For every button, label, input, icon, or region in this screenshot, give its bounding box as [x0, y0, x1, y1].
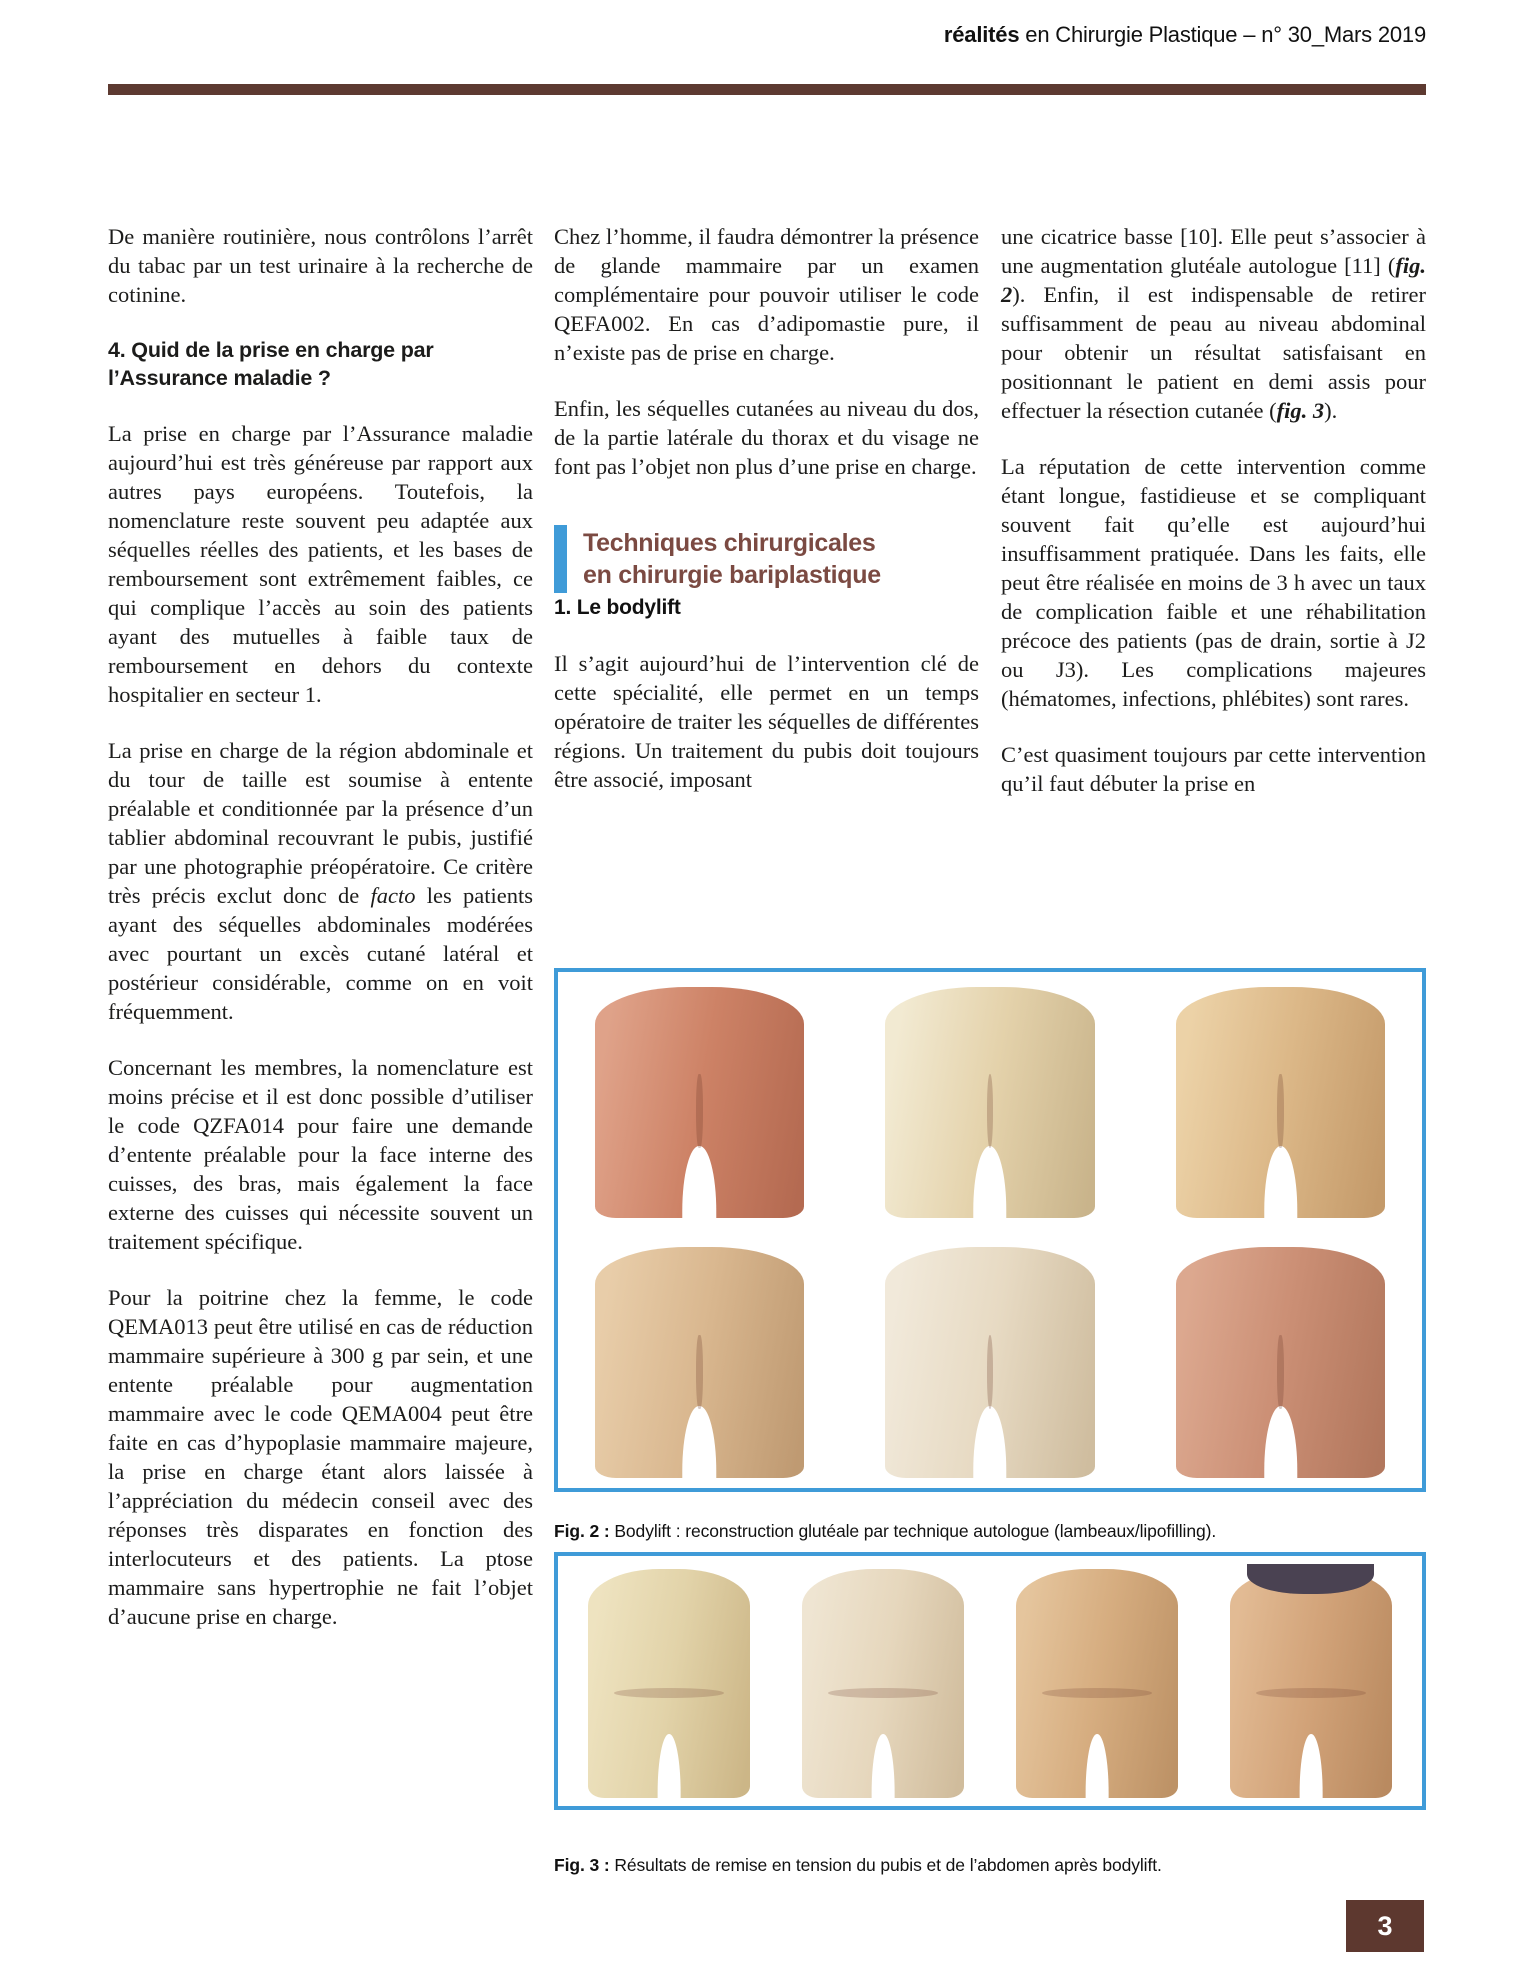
- paragraph-part: les patients ayant des séquelles abdominales modérées avec pourtant un excès cutané latéral et postérieur considérable, comme on en voit fréquemment.: [108, 883, 533, 1024]
- figure-photo: [572, 1242, 827, 1478]
- subsection-heading-prise-en-charge: 4. Quid de la prise en charge par l’Assurance maladie ?: [108, 338, 434, 390]
- body-rear-view: [885, 987, 1094, 1218]
- paragraph: De manière routinière, nous contrôlons l’arrêt du tabac par un test urinaire à la recherche de cotinine.: [108, 224, 533, 307]
- figure-photo: [863, 1242, 1118, 1478]
- paragraph-part: ).: [1324, 398, 1338, 423]
- paragraph: [1001, 222, 1426, 425]
- paragraph: C’est quasiment toujours par cette intervention qu’il faut débuter la prise en: [1001, 742, 1426, 796]
- paragraph-part: La prise en charge de la région abdominale et du tour de taille est soumise à entente préalable et conditionnée par la présence d’un tablier abdominal recouvrant le pubis, justifié par une photographie préopératoire. Ce critère très précis exclut donc de: [108, 738, 533, 908]
- paragraph-part: une cicatrice basse [10]. Elle peut s’associer à une augmentation glutéale autologue [11] (: [1001, 224, 1426, 278]
- figure-photo: [570, 1564, 768, 1798]
- body-rear-view: [595, 987, 804, 1218]
- paragraph: Enfin, les séquelles cutanées au niveau du dos, de la partie latérale du thorax et du visage ne font pas l’objet non plus d’une prise en charge.: [554, 396, 979, 479]
- header-rule: [108, 84, 1426, 95]
- column-middle: [554, 222, 979, 821]
- subsection-heading-bodylift: 1. Le bodylift: [554, 596, 681, 619]
- journal-brand: réalités: [943, 22, 1020, 47]
- figure-2-caption-label: Fig. 2 :: [554, 1520, 610, 1541]
- figure-2-row-1: [572, 982, 1408, 1218]
- figure-photo: [1153, 1242, 1408, 1478]
- paragraph: La prise en charge par l’Assurance maladie aujourd’hui est très généreuse par rapport aux autres pays européens. Toutefois, la nomenclature reste souvent peu adaptée aux séquelles réelles des patients, et les bases de remboursement sont extrêmement faibles, ce qui complique l’accès au soin des patients ayant des mutuelles à faible taux de remboursement en dehors du contexte hospitalier en secteur 1.: [108, 421, 533, 707]
- figure-2-caption: [554, 1520, 1426, 1542]
- figure-reference: fig. 3: [1276, 398, 1325, 423]
- paragraph-part: ). Enfin, il est indispensable de retirer suffisamment de peau au niveau abdominal pour obtenir un résultat satisfaisant en positionnant le patient en demi assis pour effectuer la résection cutanée (: [1001, 282, 1426, 423]
- paragraph: La réputation de cette intervention comme étant longue, fastidieuse et se compliquant souvent fait qu’elle est aujourd’hui insuffisamment pratiquée. Dans les faits, elle peut être réalisée en moins de 3 h avec un taux de complication faible et une réhabilitation précoce des patients (pas de drain, sortie à J2 ou J3). Les complications majeures (hématomes, infections, phlébites) sont rares.: [1001, 454, 1426, 711]
- paragraph: Concernant les membres, la nomenclature est moins précise et il est donc possible d’utiliser le code QZFA014 pour faire une demande d’entente préalable pour la face interne des cuisses, des bras, mais également la face externe des cuisses qui nécessite souvent un traitement spécifique.: [108, 1055, 533, 1254]
- figure-photo: [1153, 982, 1408, 1218]
- body-front-view: [802, 1569, 965, 1798]
- figure-photo: [863, 982, 1118, 1218]
- figure-photo: [1212, 1564, 1410, 1798]
- body-side-view: [1176, 1247, 1385, 1478]
- paragraph: Chez l’homme, il faudra démontrer la présence de glande mammaire par un examen complémentaire pour pouvoir utiliser le code QEFA002. En cas d’adipomastie pure, il n’existe pas de prise en charge.: [554, 224, 979, 365]
- figure-2-caption-text: Bodylift : reconstruction glutéale par technique autologue (lambeaux/lipofilling).: [609, 1520, 1217, 1541]
- latin-term: facto: [370, 883, 416, 908]
- figure-reference: fig. 2: [1001, 253, 1426, 307]
- figure-photo: [998, 1564, 1196, 1798]
- page-number-badge: 3: [1346, 1900, 1424, 1952]
- journal-issue: en Chirurgie Plastique – n° 30_Mars 2019: [1019, 22, 1426, 47]
- section-heading-line1: Techniques chirurgicales: [583, 529, 876, 557]
- journal-header: [944, 22, 1426, 48]
- figure-photo: [784, 1564, 982, 1798]
- paragraph: [108, 736, 533, 1026]
- body-front-view: [588, 1569, 751, 1798]
- figure-2-row-2: [572, 1242, 1408, 1478]
- column-left: [108, 222, 533, 1658]
- figure-3-bodylift-photos: [554, 1552, 1426, 1810]
- body-rear-view: [595, 1247, 804, 1478]
- body-rear-view: [885, 1247, 1094, 1478]
- figure-3-caption-text: Résultats de remise en tension du pubis et de l’abdomen après bodylift.: [609, 1854, 1162, 1875]
- body-side-view: [1176, 987, 1385, 1218]
- figure-photo: [572, 982, 827, 1218]
- figure-2-bodylift-photos: [554, 968, 1426, 1492]
- figure-3-caption: [554, 1854, 1426, 1876]
- figure-3-caption-label: Fig. 3 :: [554, 1854, 610, 1875]
- body-front-view: [1230, 1569, 1393, 1798]
- paragraph: Il s’agit aujourd’hui de l’intervention clé de cette spécialité, elle permet en un temps opératoire de traiter les séquelles de différentes régions. Un traitement du pubis doit toujours être associé, imposant: [554, 651, 979, 792]
- section-heading-techniques-chirurgicales: [554, 525, 979, 593]
- section-heading-line2: en chirurgie bariplastique: [583, 561, 881, 589]
- body-front-view: [1016, 1569, 1179, 1798]
- paragraph: Pour la poitrine chez la femme, le code QEMA013 peut être utilisé en cas de réduction mammaire supérieure à 300 g par sein, et une entente préalable pour augmentation mammaire avec le code QEMA004 peut être faite en cas d’hypoplasie mammaire majeure, la prise en charge étant alors laissée à l’appréciation du médecin conseil avec des réponses très disparates en fonction des interlocuteurs et des patients. La ptose mammaire sans hypertrophie ne fait l’objet d’aucune prise en charge.: [108, 1285, 533, 1629]
- column-right: [1001, 222, 1426, 825]
